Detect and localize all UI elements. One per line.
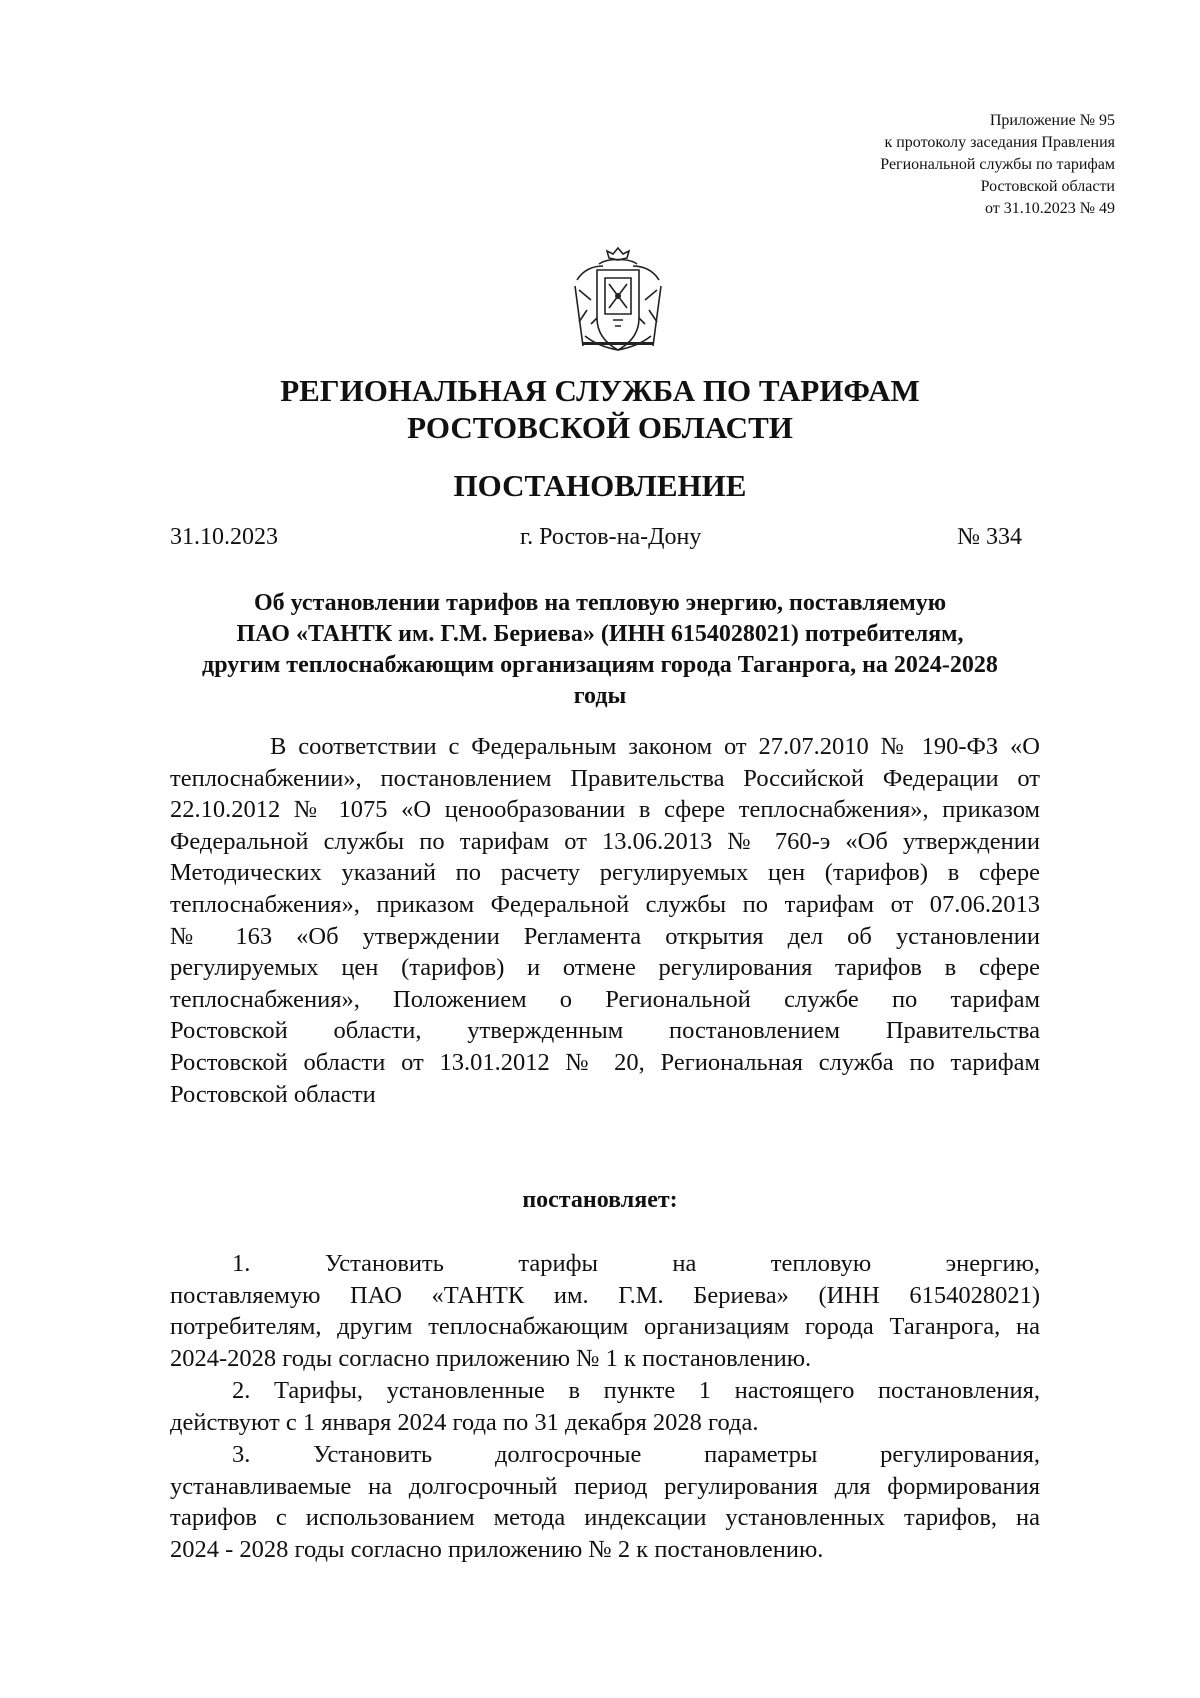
coat-of-arms-icon	[563, 240, 673, 360]
document-number: № 334	[957, 524, 1022, 550]
preamble-line: Ростовской области	[170, 1080, 376, 1108]
appendix-line: к протоколу заседания Правления	[884, 134, 1115, 151]
subject-line: Об установлении тарифов на тепловую энергию, поставляемую	[253, 590, 947, 616]
document-meta	[170, 520, 1022, 554]
item-1	[170, 1248, 1040, 1374]
item-3	[170, 1439, 1040, 1565]
subject-line: годы	[573, 683, 627, 709]
document-subject	[170, 588, 1030, 712]
appendix-line: Приложение № 95	[989, 112, 1115, 129]
item-line: устанавливаемые на долгосрочный период регулирования для формирования	[170, 1472, 1040, 1500]
item-line: тарифов с использованием метода индексации установленных тарифов, на	[170, 1504, 1040, 1532]
preamble-line: 22.10.2012 № 1075 «О ценообразовании в сфере теплоснабжения», приказом	[170, 796, 1040, 824]
item-line: 2. Тарифы, установленные в пункте 1 настоящего постановления,	[232, 1377, 1040, 1404]
preamble-line: регулируемых цен (тарифов) и отмене регулирования тарифов в сфере	[170, 954, 1040, 982]
subject-line: ПАО «ТАНТК им. Г.М. Бериева» (ИНН 6154028021) потребителям,	[236, 621, 964, 647]
preamble-line: теплоснабжения», Положением о Региональной службе по тарифам	[170, 985, 1040, 1013]
subject-line: другим теплоснабжающим организациям города Таганрога, на 2024-2028	[202, 652, 998, 678]
document-city: г. Ростов-на-Дону	[520, 524, 702, 550]
appendix-line: Региональной службы по тарифам	[880, 156, 1115, 173]
preamble-line: Ростовской области от 13.01.2012 № 20, Региональная служба по тарифам	[170, 1048, 1040, 1076]
preamble-line: теплоснабжении», постановлением Правительства Российской Федерации от	[170, 764, 1040, 792]
item-2	[170, 1375, 1040, 1438]
item-line: 2024-2028 годы согласно приложению № 1 к постановлению.	[170, 1344, 812, 1372]
appendix-line: от 31.10.2023 № 49	[984, 200, 1115, 217]
item-line: потребителям, другим теплоснабжающим организациям города Таганрога, на	[170, 1313, 1040, 1341]
organization-line: РОСТОВСКОЙ ОБЛАСТИ	[407, 410, 793, 445]
resolves-heading: постановляет:	[522, 1187, 678, 1213]
preamble-line: теплоснабжения», приказом Федеральной службы по тарифам от 07.06.2013	[170, 890, 1040, 918]
item-line: 2024 - 2028 годы согласно приложению № 2 к постановлению.	[170, 1535, 824, 1563]
item-line: 1. Установить тарифы на тепловую энергию,	[232, 1250, 1040, 1277]
item-line: действуют с 1 января 2024 года по 31 декабря 2028 года.	[170, 1408, 759, 1436]
organization-line: РЕГИОНАЛЬНАЯ СЛУЖБА ПО ТАРИФАМ	[280, 373, 920, 408]
preamble-line: Методических указаний по расчету регулируемых цен (тарифов) в сфере	[170, 859, 1040, 887]
preamble-line: В соответствии с Федеральным законом от 27.07.2010 № 190-ФЗ «О	[270, 733, 1040, 760]
document-type: ПОСТАНОВЛЕНИЕ	[453, 468, 747, 503]
item-line: поставляемую ПАО «ТАНТК им. Г.М. Бериева» (ИНН 6154028021)	[170, 1281, 1040, 1309]
appendix-line: Ростовской области	[980, 178, 1115, 195]
preamble-line: Ростовской области, утвержденным постановлением Правительства	[170, 1017, 1040, 1045]
organization-name	[0, 372, 1200, 446]
preamble-line: Федеральной службы по тарифам от 13.06.2013 № 760-э «Об утверждении	[170, 827, 1040, 855]
preamble-paragraph	[170, 731, 1040, 1110]
document-date: 31.10.2023	[170, 524, 278, 550]
item-line: 3. Установить долгосрочные параметры регулирования,	[232, 1441, 1040, 1468]
appendix-block	[695, 110, 1115, 220]
preamble-line: № 163 «Об утверждении Регламента открытия дел об установлении	[170, 922, 1040, 950]
